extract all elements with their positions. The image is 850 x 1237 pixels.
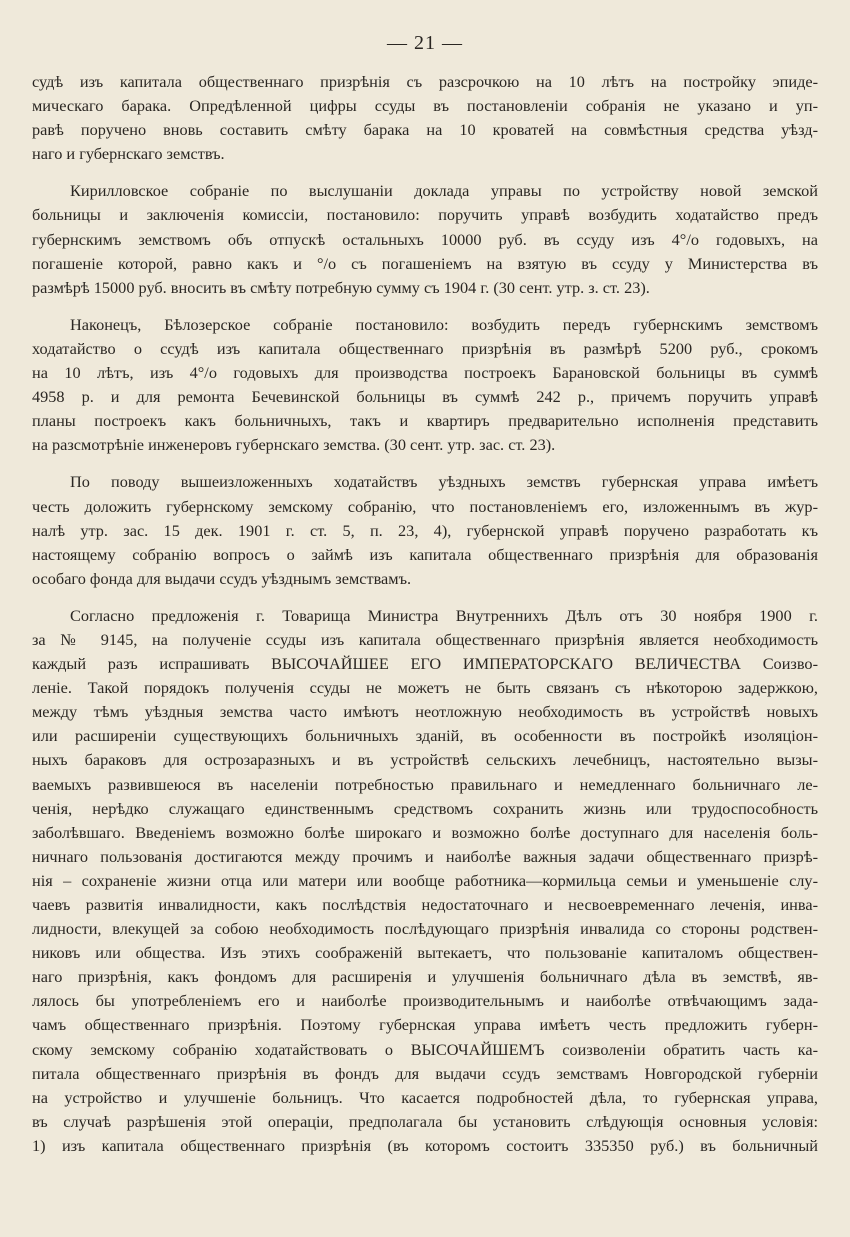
text-line: ничнаго пользованія достигаются между прочимъ и наиболѣе важныя задачи общественнаго призрѣ- [32, 846, 818, 866]
paragraph [32, 70, 818, 166]
text-line: ныхъ бараковъ для острозаразныхъ и въ устройствѣ сельскихъ лечебницъ, настоятельно вызы- [32, 750, 818, 770]
text-line: лялось бы употребленіемъ его и наиболѣе производительнымъ и наиболѣе отвѣчающимъ зада- [32, 991, 818, 1011]
paragraph [32, 179, 818, 299]
text-line: наго и губернскаго земствъ. [32, 144, 225, 164]
text-line: Наконецъ, Бѣлозерское собраніе постановило: возбудить передъ губернскимъ земствомъ [70, 314, 818, 334]
text-line: Согласно предложенія г. Товарища Министра Внутреннихъ Дѣлъ отъ 30 ноября 1900 г. [70, 605, 818, 625]
text-line: на 10 лѣтъ, изъ 4°/о годовыхъ для производства построекъ Барановской больницы въ суммѣ [32, 363, 818, 383]
body-text [32, 70, 818, 1158]
text-line: никовъ или общества. Изъ этихъ соображеній вытекаетъ, что пользованіе капиталомъ обществен- [32, 943, 818, 963]
text-line: нія – сохраненіе жизни отца или матери или вообще работника—кормильца семьи и уменьшеніе слу- [32, 870, 818, 890]
text-line: или расширеніи существующихъ больничныхъ зданій, въ особенности въ постройкѣ изоляціон- [32, 726, 818, 746]
text-line: мическаго барака. Опредѣленной цифры ссуды въ постановленіи собранія не указано и уп- [32, 96, 818, 116]
text-line: равѣ поручено вновь составить смѣту барака на 10 кроватей на совмѣстныя средства уѣзд- [32, 120, 818, 140]
text-line: заболѣвшаго. Введеніемъ возможно болѣе широкаго и возможно болѣе доступнаго для населенія боль- [32, 822, 818, 842]
text-line: больницы и заключенія комиссіи, постановило: поручить управѣ возбудить ходатайство предъ [32, 205, 818, 225]
text-line: особаго фонда для выдачи ссудъ уѣзднымъ земствамъ. [32, 568, 412, 588]
text-line: леніе. Такой порядокъ полученія ссуды не можетъ не быть связанъ съ нѣкоторою задержкою, [32, 678, 818, 698]
text-line: По поводу вышеизложенныхъ ходатайствъ уѣздныхъ земствъ губернская управа имѣетъ [70, 472, 818, 492]
text-line: размѣрѣ 15000 руб. вносить въ смѣту потребную сумму съ 1904 г. (30 сент. утр. з. ст. 23). [32, 277, 650, 297]
text-line: ваемыхъ развившеюся въ населеніи потребностью правильнаго и немедленнаго больничнаго ле- [32, 774, 818, 794]
text-line: настоящему собранію вопросъ о займѣ изъ капитала общественнаго призрѣнія для образованія [32, 544, 818, 564]
text-line: скому земскому собранію ходатайствовать о ВЫСОЧАЙШЕМЪ соизволеніи обратить часть ка- [32, 1039, 818, 1059]
text-line: планы построекъ какъ больничныхъ, такъ и квартиръ предварительно исполненія представить [32, 411, 818, 431]
page-number: — 21 — [387, 32, 463, 54]
text-line: губернскимъ земствомъ объ отпускѣ остальныхъ 10000 руб. въ ссуду изъ 4°/о годовыхъ, на [32, 229, 818, 249]
text-line: 4958 р. и для ремонта Бечевинской больницы въ суммѣ 242 р., причемъ поручить управѣ [32, 387, 818, 407]
text-line: судѣ изъ капитала общественнаго призрѣнія съ разсрочкою на 10 лѣтъ на постройку эпиде- [32, 72, 818, 91]
text-line: честь доложить губернскому земскому собранію, что постановленіемъ его, изложеннымъ въ жур- [32, 496, 818, 516]
text-line: между тѣмъ уѣздныя земства часто имѣютъ неотложную необходимость въ устройствѣ новыхъ [32, 702, 818, 722]
text-line: ченія, нерѣдко служащаго единственнымъ средствомъ сохранить жизнь или трудоспособность [32, 798, 818, 818]
text-line: каждый разъ испрашивать ВЫСОЧАЙШЕЕ ЕГО ИМПЕРАТОРСКАГО ВЕЛИЧЕСТВА Соизво- [32, 654, 818, 674]
text-line: 1) изъ капитала общественнаго призрѣнія (въ которомъ состоитъ 335350 руб.) въ больничный [32, 1135, 818, 1155]
text-line: ходатайство о ссудѣ изъ капитала общественнаго призрѣнія въ размѣрѣ 5200 руб., срокомъ [32, 338, 818, 358]
paragraph [32, 313, 818, 458]
text-line: на разсмотрѣніе инженеровъ губернскаго земства. (30 сент. утр. зас. ст. 23). [32, 435, 556, 455]
paragraph [32, 604, 818, 1158]
text-line: въ случаѣ разрѣшенія этой операціи, предполагала бы установить слѣдующія основныя условія: [32, 1111, 818, 1131]
text-line: чаевъ развитія инвалидности, какъ послѣдствія недостаточнаго и несвоевременнаго леченія, инва- [32, 895, 818, 914]
text-line: чамъ общественнаго призрѣнія. Поэтому губернская управа имѣетъ честь предложить губерн- [32, 1015, 818, 1035]
text-line: за № 9145, на полученіе ссуды изъ капитала общественнаго призрѣнія является необходимость [32, 629, 818, 649]
paragraph [32, 470, 818, 590]
text-line: наго призрѣнія, какъ фондомъ для расширенія и улучшенія больничнаго дѣла въ земствѣ, яв- [32, 967, 818, 987]
text-line: налѣ утр. зас. 15 дек. 1901 г. ст. 5, п. 23, 4), губернской управѣ поручено разработать къ [32, 520, 818, 540]
text-line: Кирилловское собраніе по выслушаніи доклада управы по устройству новой земской [70, 181, 818, 201]
text-line: на устройство и улучшеніе больницъ. Что касается подробностей дѣла, то губернская управа, [32, 1087, 818, 1107]
text-line: лидности, влекущей за собою необходимость послѣдующаго призрѣнія инвалида со стороны родствен- [32, 919, 818, 939]
text-line: питала общественнаго призрѣнія въ фондъ для выдачи ссудъ земствамъ Новгородской губерніи [32, 1063, 818, 1083]
text-line: погашеніе которой, равно какъ и °/о съ погашеніемъ на взятую въ ссуду у Министерства въ [32, 253, 818, 273]
